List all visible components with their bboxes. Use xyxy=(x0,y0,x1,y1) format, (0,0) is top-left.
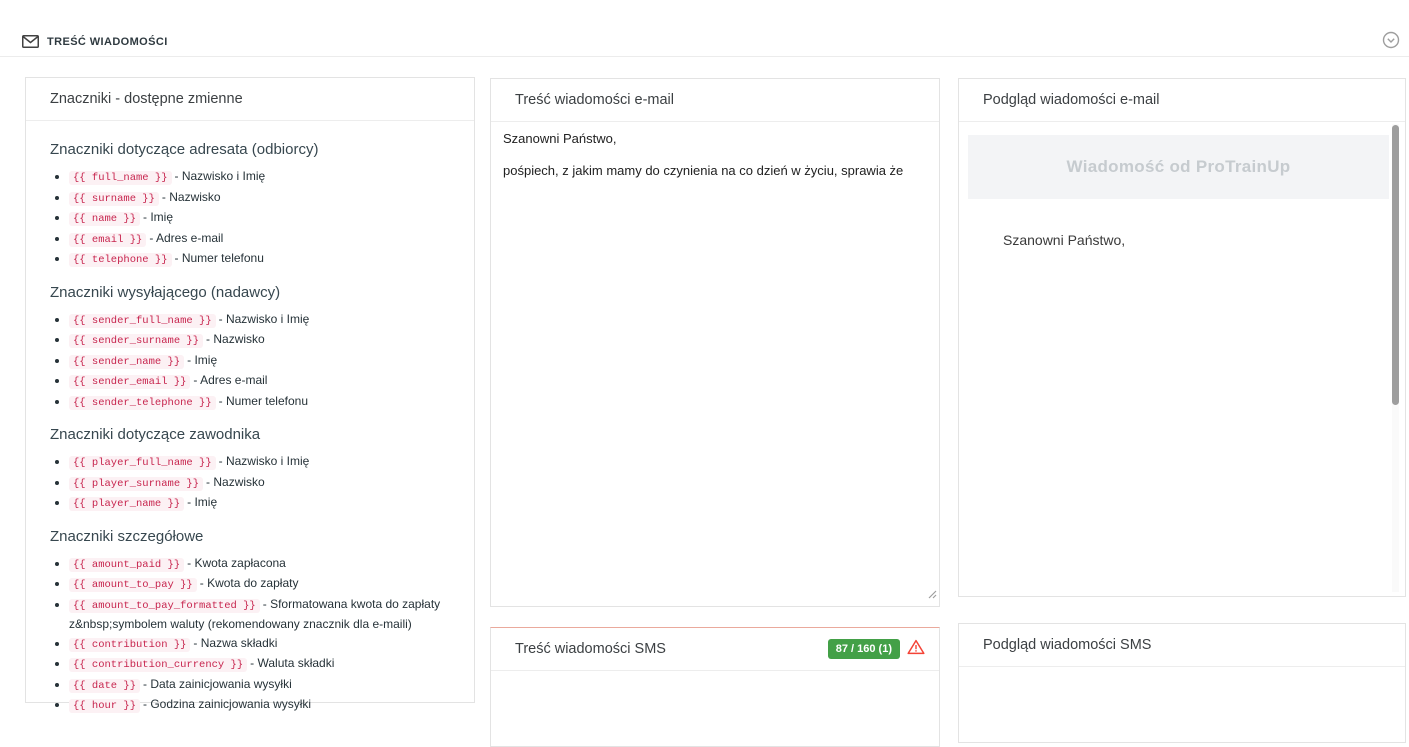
tag-list-item xyxy=(69,493,450,514)
tag-section-heading: Znaczniki dotyczące zawodnika xyxy=(50,426,261,443)
tag-description: - Nazwisko xyxy=(206,474,265,489)
tag-list-item xyxy=(69,654,450,675)
tag-description: - Nazwisko i Imię xyxy=(218,454,310,468)
tag-list xyxy=(50,554,450,716)
sms-preview-header xyxy=(959,624,1405,667)
tag-description: - Sformatowana kwota do zapłaty z&nbsp;symbolem waluty (rekomendowany znacznik dla e-maili) xyxy=(69,596,441,631)
tag-description: - Waluta składki xyxy=(250,656,335,670)
tag-list xyxy=(50,167,450,270)
tag-list-item xyxy=(69,371,450,392)
tag-code: {{ name }} xyxy=(69,212,140,226)
tag-list-item xyxy=(69,473,450,494)
tag-code: {{ email }} xyxy=(69,233,146,247)
tag-list xyxy=(50,310,450,413)
tag-code: {{ sender_email }} xyxy=(69,375,190,389)
tag-code: {{ sender_full_name }} xyxy=(69,314,216,328)
tag-list-item xyxy=(69,310,450,331)
tag-code: {{ contribution_currency }} xyxy=(69,658,247,672)
tag-list-item xyxy=(69,695,450,716)
tag-description: - Numer telefonu xyxy=(174,251,264,265)
envelope-icon xyxy=(22,35,39,53)
tag-code: {{ telephone }} xyxy=(69,253,172,267)
preview-scrollbar-track[interactable] xyxy=(1392,124,1399,592)
email-preview-title: Podgląd wiadomości e-mail xyxy=(983,92,1160,108)
sms-preview-content xyxy=(959,667,1405,737)
email-preview-header xyxy=(959,79,1405,122)
tag-code: {{ amount_to_pay_formatted }} xyxy=(69,599,260,613)
tag-code: {{ sender_telephone }} xyxy=(69,396,216,410)
tag-list-item xyxy=(69,595,450,634)
collapse-section-button[interactable] xyxy=(1382,31,1400,49)
tag-description: - Numer telefonu xyxy=(218,393,308,408)
tag-list-item xyxy=(69,208,450,229)
tag-description: - Adres e-mail xyxy=(193,373,268,387)
tag-code: {{ sender_name }} xyxy=(69,355,184,369)
tag-description: - Godzina zainicjowania wysyłki xyxy=(143,697,312,711)
tag-description: - Data zainicjowania wysyłki xyxy=(143,676,292,691)
tag-description: - Nazwisko xyxy=(161,189,221,204)
tags-panel xyxy=(25,77,475,712)
tag-list-item xyxy=(69,249,450,270)
tag-code: {{ contribution }} xyxy=(69,638,190,652)
tag-list-item xyxy=(69,351,450,372)
tag-list-item xyxy=(69,229,450,250)
tag-code: {{ date }} xyxy=(69,679,140,693)
tag-code: {{ player_full_name }} xyxy=(69,456,216,470)
warning-triangle-icon xyxy=(907,639,925,659)
email-content-header xyxy=(491,79,939,122)
tag-description: - Imię xyxy=(187,495,218,509)
tag-list-item xyxy=(69,634,450,655)
chevron-down-circle-icon xyxy=(1382,31,1400,49)
tag-section-heading: Znaczniki szczegółowe xyxy=(50,527,204,545)
tag-description: - Adres e-mail xyxy=(149,230,224,245)
tag-description: - Kwota zapłacona xyxy=(187,555,286,570)
tag-list-item xyxy=(69,167,450,188)
sms-content-header xyxy=(491,628,939,671)
tag-code: {{ player_surname }} xyxy=(69,477,203,491)
section-header-bar xyxy=(0,0,1409,57)
tag-description: - Nazwa składki xyxy=(193,635,278,650)
tag-list-item xyxy=(69,554,450,575)
tag-list-item xyxy=(69,452,450,473)
sms-content-panel xyxy=(490,627,940,747)
tag-code: {{ hour }} xyxy=(69,699,140,713)
tag-code: {{ full_name }} xyxy=(69,171,172,185)
sms-content-title: Treść wiadomości SMS xyxy=(515,641,666,657)
tag-description: - Kwota do zapłaty xyxy=(199,576,299,590)
tag-list xyxy=(50,452,450,514)
tag-description: - Nazwisko i Imię xyxy=(174,169,266,183)
tag-code: {{ amount_paid }} xyxy=(69,558,184,572)
tag-code: {{ amount_to_pay }} xyxy=(69,578,197,592)
email-preview-greeting: Szanowni Państwo, xyxy=(1003,232,1126,248)
tag-description: - Nazwisko xyxy=(206,332,265,346)
sms-character-counter-badge: 87 / 160 (1) xyxy=(828,639,900,659)
email-preview-content xyxy=(959,122,1405,597)
tag-list-item xyxy=(69,330,450,351)
tag-description: - Imię xyxy=(143,210,174,224)
tag-description: - Nazwisko i Imię xyxy=(218,311,310,326)
tag-list-item xyxy=(69,392,450,413)
tag-section-heading: Znaczniki wysyłającego (nadawcy) xyxy=(50,283,281,301)
tag-code: {{ player_name }} xyxy=(69,497,184,511)
preview-scrollbar-thumb[interactable] xyxy=(1392,125,1399,405)
tags-panel-header xyxy=(26,78,474,121)
tags-panel-body xyxy=(26,121,474,716)
resize-grip-icon[interactable] xyxy=(928,586,937,604)
sms-preview-title: Podgląd wiadomości SMS xyxy=(983,637,1152,653)
email-body-input[interactable] xyxy=(491,122,939,606)
tag-list-item xyxy=(69,188,450,209)
email-preview-banner: Wiadomość od ProTrainUp xyxy=(968,135,1389,199)
tag-list-item xyxy=(69,675,450,696)
email-content-title: Treść wiadomości e-mail xyxy=(515,92,674,108)
sms-body-input[interactable] xyxy=(491,671,939,741)
email-preview-panel xyxy=(958,78,1406,597)
tag-code: {{ sender_surname }} xyxy=(69,334,203,348)
tags-panel-title: Znaczniki - dostępne zmienne xyxy=(50,91,243,107)
sms-preview-panel xyxy=(958,623,1406,743)
tag-code: {{ surname }} xyxy=(69,192,159,206)
tag-section-heading: Znaczniki dotyczące adresata (odbiorcy) xyxy=(50,141,319,158)
email-content-panel xyxy=(490,78,940,607)
tag-description: - Imię xyxy=(187,352,218,367)
tag-list-item xyxy=(69,574,450,595)
section-title: TREŚĆ WIADOMOŚCI xyxy=(47,36,168,48)
